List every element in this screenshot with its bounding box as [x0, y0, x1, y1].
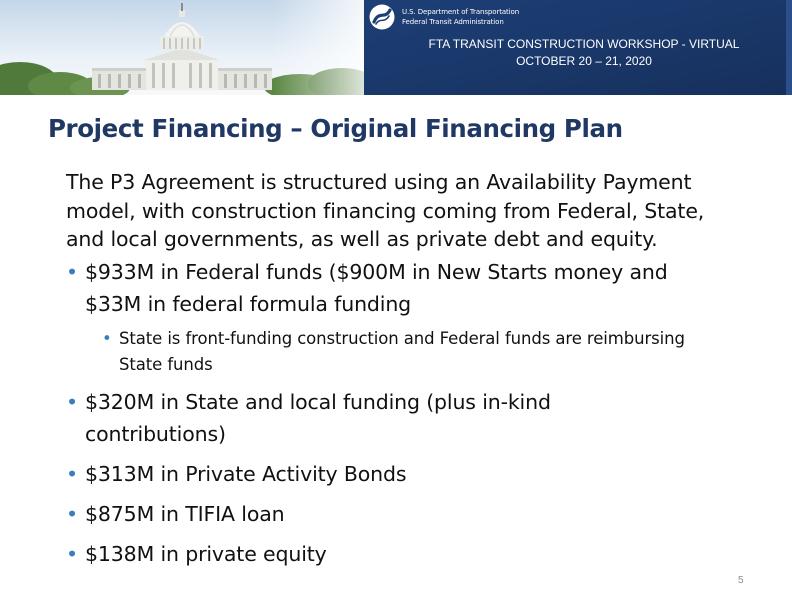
- bullet-text: $320M in State and local funding (plus in-kind contributions): [85, 389, 551, 446]
- bullet-icon: •: [66, 389, 78, 414]
- workshop-line-2: OCTOBER 20 – 21, 2020: [516, 54, 652, 68]
- bullet-private-activity-bonds: [66, 458, 766, 490]
- header-banner: [0, 0, 792, 95]
- page-number: 5: [738, 575, 744, 586]
- intro-paragraph: The P3 Agreement is structured using an Availability Payment model, with construction financing coming from Federal, State, and local governments, as well as private debt and equity.: [66, 170, 705, 251]
- bullet-icon: •: [66, 461, 78, 486]
- bullet-federal-funds: [66, 256, 725, 320]
- sub-bullet-front-funding: [66, 326, 709, 378]
- workshop-title: [392, 36, 776, 70]
- bullet-icon: •: [66, 501, 78, 526]
- bullet-icon: •: [66, 541, 78, 566]
- sub-bullet-icon: •: [102, 328, 112, 348]
- capitol-dome-photo: [0, 0, 364, 95]
- agency-name: [402, 7, 519, 27]
- dot-road-logo-icon: [369, 4, 395, 30]
- sub-bullet-text: State is front-funding construction and Federal funds are reimbursing State funds: [119, 328, 685, 374]
- bullet-text: $138M in private equity: [85, 541, 327, 566]
- slide-title: Project Financing – Original Financing Plan: [48, 114, 623, 143]
- agency-line-1: U.S. Department of Transportation: [402, 8, 520, 16]
- slide-body: [66, 168, 766, 570]
- bullet-text: $875M in TIFIA loan: [85, 501, 285, 526]
- bullet-state-local-funding: [66, 386, 645, 450]
- bullet-text: $313M in Private Activity Bonds: [85, 461, 407, 486]
- bullet-private-equity: [66, 538, 766, 570]
- agency-line-2: Federal Transit Administration: [402, 18, 504, 26]
- bullet-tifia-loan: [66, 498, 766, 530]
- bullet-text: $933M in Federal funds ($900M in New Starts money and $33M in federal formula funding: [85, 259, 668, 316]
- workshop-line-1: FTA TRANSIT CONSTRUCTION WORKSHOP - VIRTUAL: [428, 37, 740, 51]
- bullet-icon: •: [66, 259, 78, 284]
